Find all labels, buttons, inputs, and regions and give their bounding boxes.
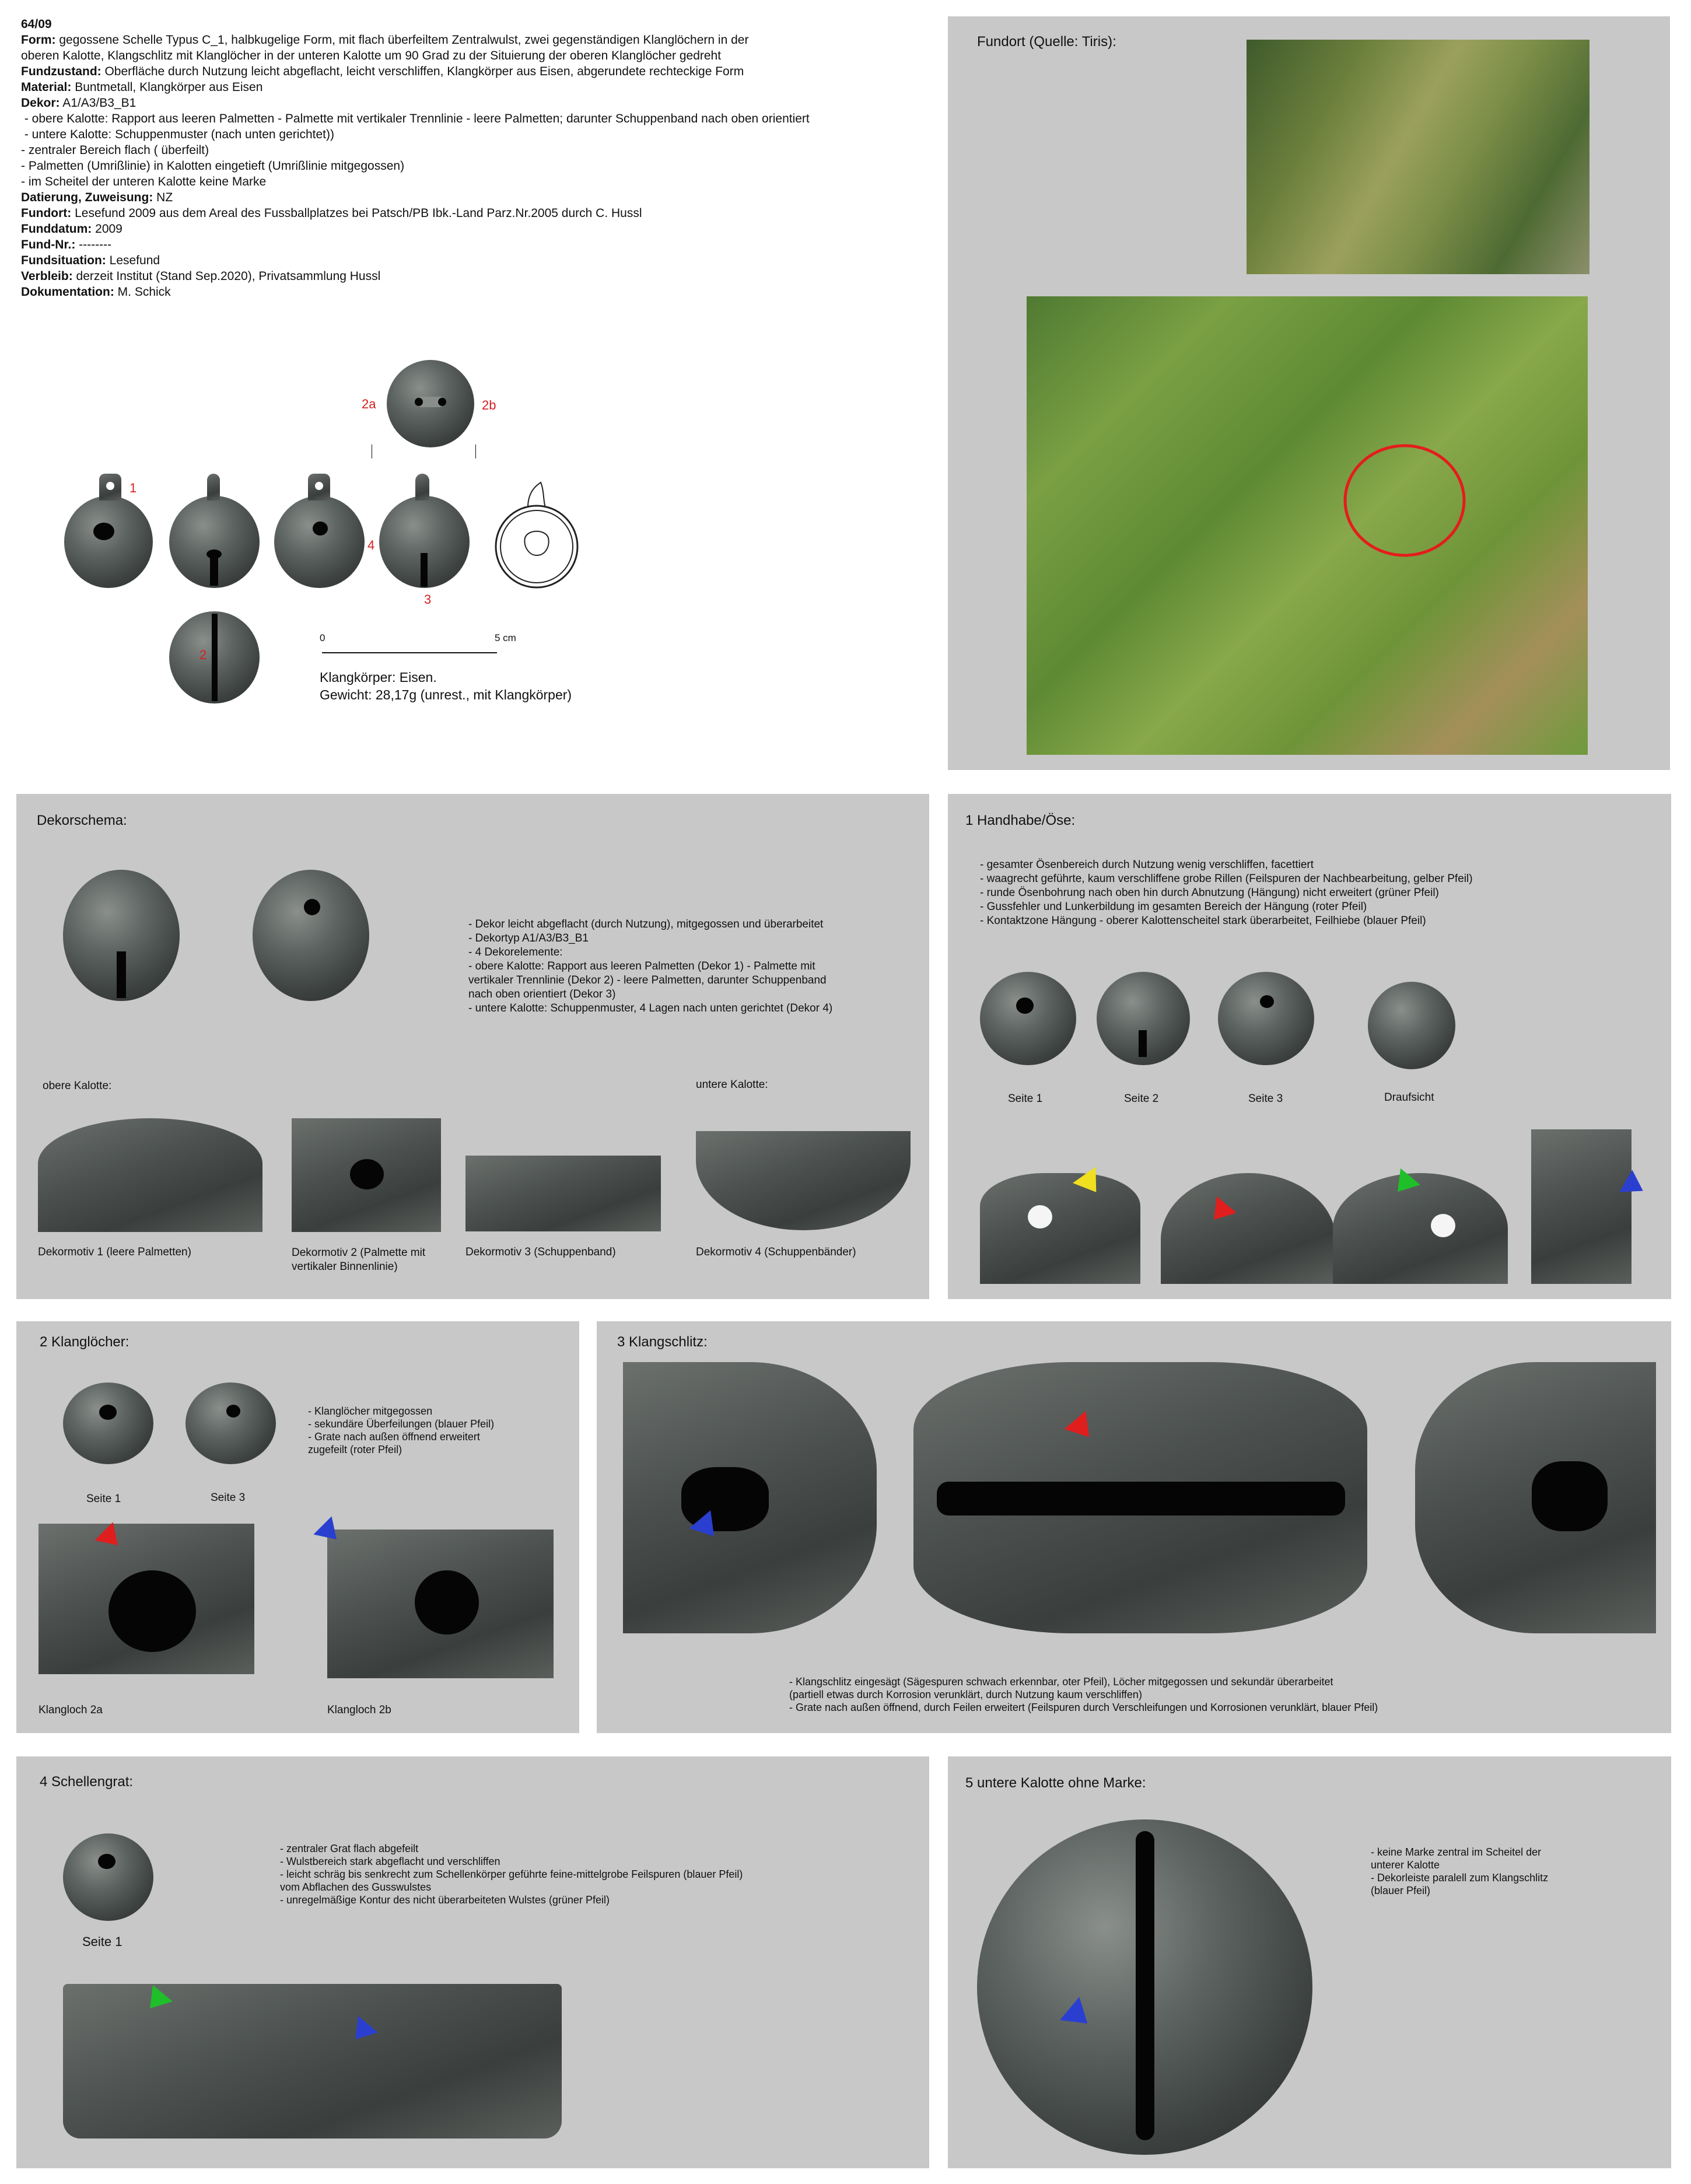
record-field-label: Dekor:	[21, 96, 60, 110]
schellengrat-text: - zentraler Grat flach abgefeilt - Wulstbereich stark abgeflacht und verschliffen - leicht schräg bis senkrecht zum Schellenkörper geführte feine-mittelgrobe Feilspuren (blauer Pfeil) vom Abflachen des Gusswulstes - unregelmäßige Kontur des nicht überarbeiteten Wulstes (grüner Pfeil)	[280, 1843, 743, 1906]
record-header	[21, 16, 943, 300]
motiv4-caption: Dekormotiv 4 (Schuppenbänder)	[696, 1246, 856, 1258]
record-field-row	[21, 253, 943, 268]
record-field-row	[21, 268, 943, 284]
fundort-panel	[948, 16, 1670, 770]
record-field-value: gegossene Schelle Typus C_1, halbkugelige Form, mit flach überfeiltem Zentralwulst, zwei gegenständigen Klanglöchern in der	[55, 33, 749, 47]
scale-start: 0	[320, 632, 325, 643]
motiv1-photo	[38, 1118, 262, 1232]
motiv4-photo	[696, 1131, 911, 1230]
label-4: 4	[367, 538, 375, 552]
bell-eyelet-2	[207, 474, 220, 501]
record-id: 64/09	[21, 18, 52, 31]
record-field-label: Fundsituation:	[21, 254, 106, 267]
bell-bottom-view	[169, 611, 260, 704]
motiv3-caption: Dekormotiv 3 (Schuppenband)	[465, 1246, 616, 1258]
record-field-label: Funddatum:	[21, 222, 92, 236]
bell-side-3	[274, 496, 365, 588]
klangloecher-seite3-photo	[185, 1382, 276, 1464]
record-field-value: - zentraler Bereich flach ( überfeilt)	[21, 144, 209, 157]
record-field-row	[21, 237, 943, 253]
handhabe-seite2-photo	[1097, 972, 1190, 1065]
handhabe-detail-yellow	[980, 1173, 1140, 1284]
handhabe-panel	[948, 794, 1671, 1299]
untere-kalotte-text: - keine Marke zentral im Scheitel der unterer Kalotte - Dekorleiste paralell zum Klangschlitz (blauer Pfeil)	[1371, 1846, 1549, 1896]
motiv2-photo	[292, 1118, 441, 1232]
record-field-label: Material:	[21, 80, 72, 94]
record-field-row	[21, 32, 943, 48]
handhabe-draufsicht-caption: Draufsicht	[1384, 1091, 1434, 1104]
weight-note: Gewicht: 28,17g (unrest., mit Klangkörper)	[320, 687, 572, 702]
fundort-title: Fundort (Quelle: Tiris):	[977, 34, 1116, 50]
klangloecher-seite1-caption: Seite 1	[86, 1493, 121, 1505]
record-field-value: Lesefund	[106, 254, 160, 267]
klangschlitz-panel	[597, 1321, 1671, 1733]
record-field-row	[21, 174, 943, 190]
bell-eyelet-1	[99, 474, 121, 501]
record-field-row	[21, 205, 943, 221]
handhabe-detail-red	[1161, 1173, 1336, 1284]
klangschlitz-photo-center	[913, 1362, 1367, 1633]
klangschlitz-photo-left	[623, 1362, 877, 1633]
handhabe-draufsicht-photo	[1368, 982, 1455, 1069]
handhabe-text: - gesamter Ösenbereich durch Nutzung wenig verschliffen, facettiert - waagrecht geführte, kaum verschliffene grobe Rillen (Feilspuren der Nachbearbeitung, gelber Pfeil) - runde Ösenbohrung nach oben hin durch Abnutzung (Hängung) nicht erweitert (grüner Pfeil) - Gussfehler und Lunkerbildung im gesamten Bereich der Hängung (roter Pfeil) - Kontaktzone Hängung - oberer Kalottenscheitel stark überarbeitet, Feilhiebe (blauer Pfeil)	[980, 859, 1473, 927]
schellengrat-title: 4 Schellengrat:	[40, 1774, 134, 1790]
label-2a: 2a	[362, 397, 376, 411]
record-field-label: Fundort:	[21, 206, 72, 220]
klangloecher-title: 2 Klanglöcher:	[40, 1334, 129, 1350]
record-field-label: Fund-Nr.:	[21, 238, 76, 251]
record-field-value: Buntmetall, Klangkörper aus Eisen	[71, 80, 263, 94]
motiv2-caption: Dekormotiv 2 (Palmette mit vertikaler Binnenlinie)	[292, 1247, 426, 1273]
record-field-label: Datierung, Zuweisung:	[21, 191, 153, 204]
overview-map	[1247, 40, 1590, 274]
detail-map	[1027, 296, 1588, 755]
bell-eyelet-4	[415, 474, 429, 501]
record-field-value: M. Schick	[114, 285, 171, 299]
bell-side-2	[169, 496, 260, 588]
bell-section-drawing	[487, 474, 586, 590]
klangschlitz-text: - Klangschlitz eingesägt (Sägespuren schwach erkennbar, oter Pfeil), Löcher mitgegossen und sekundär überarbeitet (partiell etwas durch Korrosion verunklärt, durch Nutzung kaum verschliffen) - Grate nach außen öffnend, durch Feilen erweitert (Feilspuren durch Verschleifungen und Korrosionen verunklärt, blauer Pfeil)	[789, 1676, 1378, 1713]
untere-kalotte-photo	[977, 1819, 1312, 2155]
record-field-row	[21, 79, 943, 95]
record-field-row	[21, 48, 943, 64]
bell-eyelet-3	[308, 474, 330, 501]
schellengrat-detail-photo	[63, 1984, 562, 2138]
dekor-bell-1	[63, 870, 180, 1001]
handhabe-title: 1 Handhabe/Öse:	[965, 813, 1076, 828]
record-field-label: Fundzustand:	[21, 65, 101, 78]
record-field-value: - obere Kalotte: Rapport aus leeren Palmetten - Palmette mit vertikaler Trennlinie - leere Palmetten; darunter Schuppenband nach oben orientiert	[21, 112, 810, 125]
dekor-bell-2	[253, 870, 369, 1001]
klangloecher-text: - Klanglöcher mitgegossen - sekundäre Überfeilungen (blauer Pfeil) - Grate nach außen öffnend erweitert zugefeilt (roter Pfeil)	[308, 1405, 495, 1455]
klangloch-2a-photo	[38, 1524, 254, 1674]
motiv1-caption: Dekormotiv 1 (leere Palmetten)	[38, 1246, 191, 1258]
record-field-row	[21, 221, 943, 237]
untere-kalotte-label: untere Kalotte:	[696, 1079, 768, 1091]
schellengrat-seite1-caption: Seite 1	[82, 1934, 122, 1949]
record-field-label: Verbleib:	[21, 270, 73, 283]
record-field-value: --------	[75, 238, 112, 251]
handhabe-detail-blue	[1531, 1129, 1632, 1284]
bell-top-view	[387, 360, 474, 447]
record-field-row	[21, 64, 943, 79]
klangloecher-seite1-photo	[63, 1382, 153, 1464]
record-field-value: - Palmetten (Umrißlinie) in Kalotten eingetieft (Umrißlinie mitgegossen)	[21, 159, 405, 173]
record-field-row	[21, 284, 943, 300]
label-1: 1	[129, 481, 137, 495]
record-field-value: Lesefund 2009 aus dem Areal des Fussballplatzes bei Patsch/PB Ibk.-Land Parz.Nr.2005 durch C. Hussl	[71, 206, 642, 220]
record-field-value: 2009	[92, 222, 122, 236]
klangloch-2b-caption: Klangloch 2b	[327, 1704, 391, 1716]
scale-bar	[322, 646, 497, 653]
klangloch-2b-photo	[327, 1530, 554, 1678]
record-field-label: Form:	[21, 33, 56, 47]
handhabe-seite3-caption: Seite 3	[1248, 1093, 1283, 1105]
schellengrat-panel	[16, 1756, 929, 2168]
handhabe-seite1-photo	[980, 972, 1076, 1065]
record-field-row	[21, 111, 943, 127]
dekor-panel	[16, 794, 929, 1299]
dekor-text: - Dekor leicht abgeflacht (durch Nutzung), mitgegossen und überarbeitet - Dekortyp A1/A3/B3_B1 - 4 Dekorelemente: - obere Kalotte: Rapport aus leeren Palmetten (Dekor 1) - Palmette mit vertikaler Trennlinie (Dekor 2) - leere Palmetten, darunter Schuppenband nach oben orientiert (Dekor 3) - untere Kalotte: Schuppenmuster, 4 Lagen nach unten gerichtet (Dekor 4)	[468, 918, 833, 1014]
handhabe-seite2-caption: Seite 2	[1124, 1093, 1159, 1105]
bell-side-4	[379, 496, 470, 588]
klangloecher-panel	[16, 1321, 579, 1733]
handhabe-detail-green	[1333, 1173, 1508, 1284]
record-field-value: oberen Kalotte, Klangschlitz mit Klanglöcher in der unteren Kalotte um 90 Grad zu der Situierung der oberen Klanglöcher gedreht	[21, 49, 722, 62]
klangschlitz-title: 3 Klangschlitz:	[617, 1334, 708, 1350]
obere-kalotte-label: obere Kalotte:	[43, 1080, 112, 1092]
handhabe-seite3-photo	[1218, 972, 1314, 1065]
bell-side-1	[64, 496, 153, 588]
record-field-row	[21, 142, 943, 158]
motiv3-photo	[465, 1156, 661, 1231]
label-2b: 2b	[482, 398, 496, 412]
klangloecher-seite3-caption: Seite 3	[211, 1492, 246, 1504]
record-field-row	[21, 127, 943, 142]
record-field-row	[21, 190, 943, 205]
label-2: 2	[199, 648, 207, 662]
record-field-label: Dokumentation:	[21, 285, 114, 299]
record-field-value: - untere Kalotte: Schuppenmuster (nach unten gerichtet))	[21, 128, 334, 141]
dekor-title: Dekorschema:	[37, 813, 127, 828]
record-field-row	[21, 95, 943, 111]
scale-end: 5 cm	[495, 632, 516, 643]
record-field-value: NZ	[153, 191, 173, 204]
klangkoerper-note: Klangkörper: Eisen.	[320, 670, 437, 685]
label-3: 3	[424, 592, 432, 607]
record-field-value: Oberfläche durch Nutzung leicht abgeflacht, leicht verschliffen, Klangkörper aus Eisen, abgerundete rechteckige Form	[101, 65, 744, 78]
record-field-value: - im Scheitel der unteren Kalotte keine Marke	[21, 175, 267, 188]
klangschlitz-photo-right	[1415, 1362, 1656, 1633]
record-fields	[21, 32, 943, 300]
schellengrat-seite1-photo	[63, 1833, 153, 1921]
find-location-circle	[1345, 446, 1464, 555]
record-field-value: A1/A3/B3_B1	[59, 96, 136, 110]
untere-kalotte-panel	[948, 1756, 1671, 2168]
record-field-row	[21, 158, 943, 174]
handhabe-seite1-caption: Seite 1	[1008, 1093, 1043, 1105]
record-field-value: derzeit Institut (Stand Sep.2020), Privatsammlung Hussl	[72, 270, 381, 283]
untere-kalotte-title: 5 untere Kalotte ohne Marke:	[965, 1775, 1146, 1791]
klangloch-2a-caption: Klangloch 2a	[38, 1704, 103, 1716]
